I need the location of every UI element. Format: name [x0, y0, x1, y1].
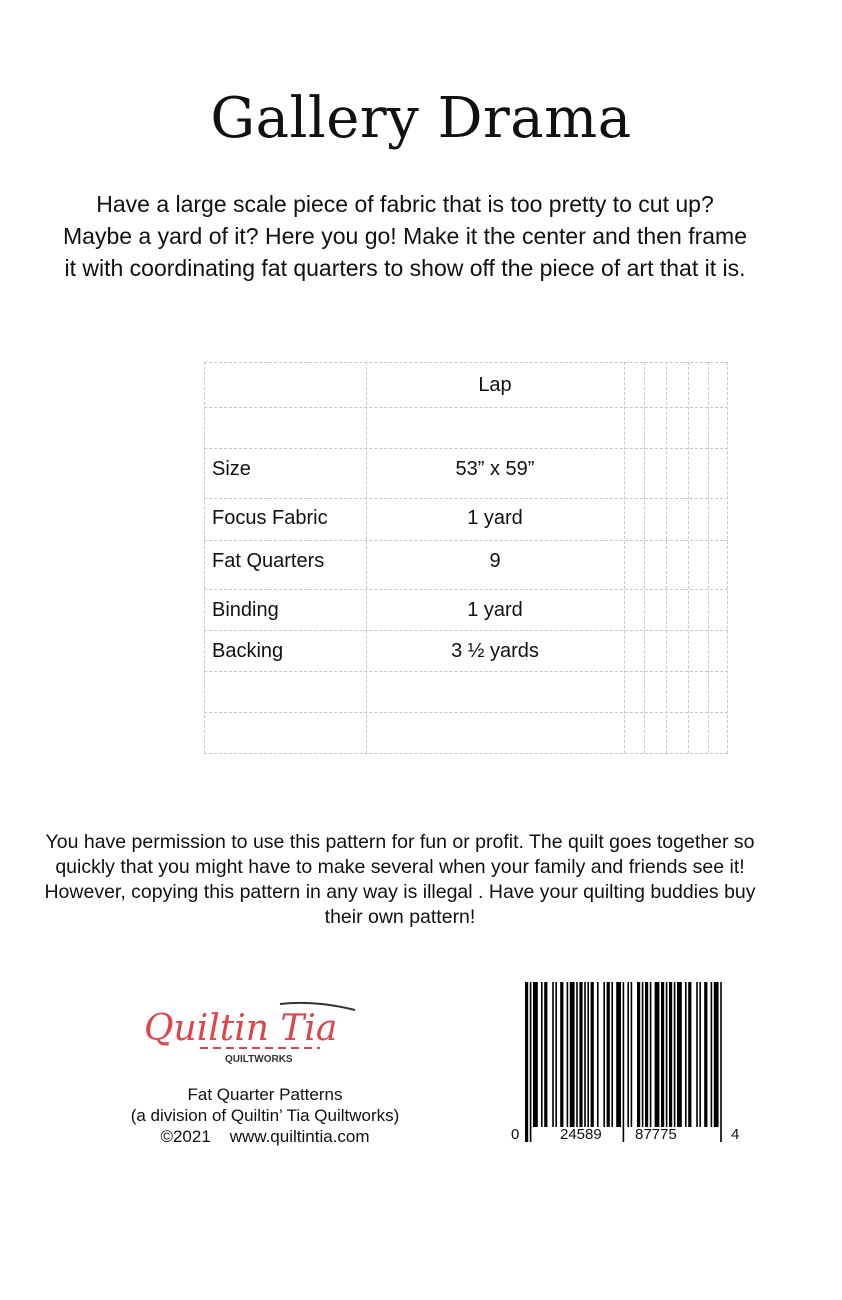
barcode-bar — [530, 982, 532, 1142]
barcode-bar — [650, 982, 652, 1127]
barcode-bar — [688, 982, 691, 1127]
barcode-bar — [567, 982, 569, 1127]
requirements-table — [204, 362, 728, 754]
row-value-focus-fabric: 1 yard — [467, 507, 523, 529]
barcode-bar — [584, 982, 586, 1127]
barcode-bar — [655, 982, 660, 1127]
publisher-line-3: ©2021 www.quiltintia.com — [160, 1127, 370, 1146]
logo-sub-text: QUILTWORKS — [225, 1054, 293, 1065]
barcode-bar — [669, 982, 672, 1127]
quiltin-tia-logo — [140, 998, 370, 1068]
barcode-bar — [699, 982, 701, 1127]
publisher-line-1: Fat Quarter Patterns — [187, 1085, 343, 1104]
barcode-bar — [623, 982, 625, 1142]
barcode-bar — [714, 982, 719, 1127]
permission-notice: You have permission to use this pattern for fun or profit. The quilt goes together so quickly that you might have to make several when your family and friends see it! However, copying this pattern in any way is illegal . Have your quilting buddies buy their own pattern! — [44, 831, 756, 928]
row-label-backing: Backing — [212, 640, 284, 662]
barcode-bar — [552, 982, 554, 1127]
barcode-bar — [541, 982, 543, 1127]
barcode-bar — [661, 982, 664, 1127]
barcode-bar — [611, 982, 613, 1127]
upc-barcode — [505, 978, 745, 1148]
barcode-right-group: 87775 — [635, 1126, 677, 1143]
barcode-bar — [637, 982, 640, 1127]
barcode-bar — [587, 982, 589, 1127]
barcode-left-group: 24589 — [560, 1126, 602, 1143]
row-value-binding: 1 yard — [467, 599, 523, 621]
barcode-last-digit: 4 — [731, 1126, 740, 1143]
intro-paragraph: Have a large scale piece of fabric that is too pretty to cut up? Maybe a yard of it? Here you go! Make it the center and then frame it with coordinating fat quarters to show off the piece of art that it is. — [63, 191, 747, 281]
barcode-bar — [677, 982, 682, 1127]
barcode-bar — [696, 982, 698, 1127]
barcode-first-digit: 0 — [511, 1126, 520, 1143]
logo-brand-text: Quiltin Tia — [144, 1008, 338, 1049]
barcode-bar — [591, 982, 594, 1127]
row-label-binding: Binding — [212, 599, 279, 621]
row-label-size: Size — [212, 458, 251, 480]
barcode-bar — [616, 982, 621, 1127]
barcode-bar — [533, 982, 538, 1127]
barcode-bar — [560, 982, 563, 1127]
barcode-bar — [576, 982, 578, 1127]
barcode-bar — [631, 982, 633, 1127]
publisher-line-2: (a division of Quiltin’ Tia Quiltworks) — [130, 1106, 400, 1125]
pattern-title: Gallery Drama — [210, 86, 632, 151]
barcode-bar — [570, 982, 575, 1127]
barcode-bar — [704, 982, 707, 1127]
barcode-bars — [525, 982, 722, 1142]
barcode-bar — [603, 982, 605, 1127]
row-value-fat-quarters: 9 — [489, 550, 501, 572]
column-header-lap: Lap — [478, 374, 512, 396]
barcode-bar — [642, 982, 644, 1127]
row-value-size: 53” x 59” — [455, 458, 535, 480]
barcode-bar — [525, 982, 528, 1142]
barcode-bar — [711, 982, 713, 1127]
barcode-bar — [720, 982, 722, 1142]
barcode-bar — [607, 982, 610, 1127]
barcode-bar — [645, 982, 648, 1127]
barcode-bar — [685, 982, 687, 1127]
barcode-bar — [544, 982, 547, 1127]
publisher-info — [100, 1084, 430, 1147]
barcode-bar — [627, 982, 629, 1127]
barcode-bar — [555, 982, 557, 1127]
row-value-backing: 3 ½ yards — [451, 640, 539, 662]
row-label-fat-quarters: Fat Quarters — [212, 550, 325, 572]
row-label-focus-fabric: Focus Fabric — [212, 507, 328, 529]
barcode-bar — [674, 982, 676, 1127]
barcode-bar — [579, 982, 582, 1127]
barcode-bar — [597, 982, 599, 1127]
barcode-bar — [666, 982, 668, 1127]
